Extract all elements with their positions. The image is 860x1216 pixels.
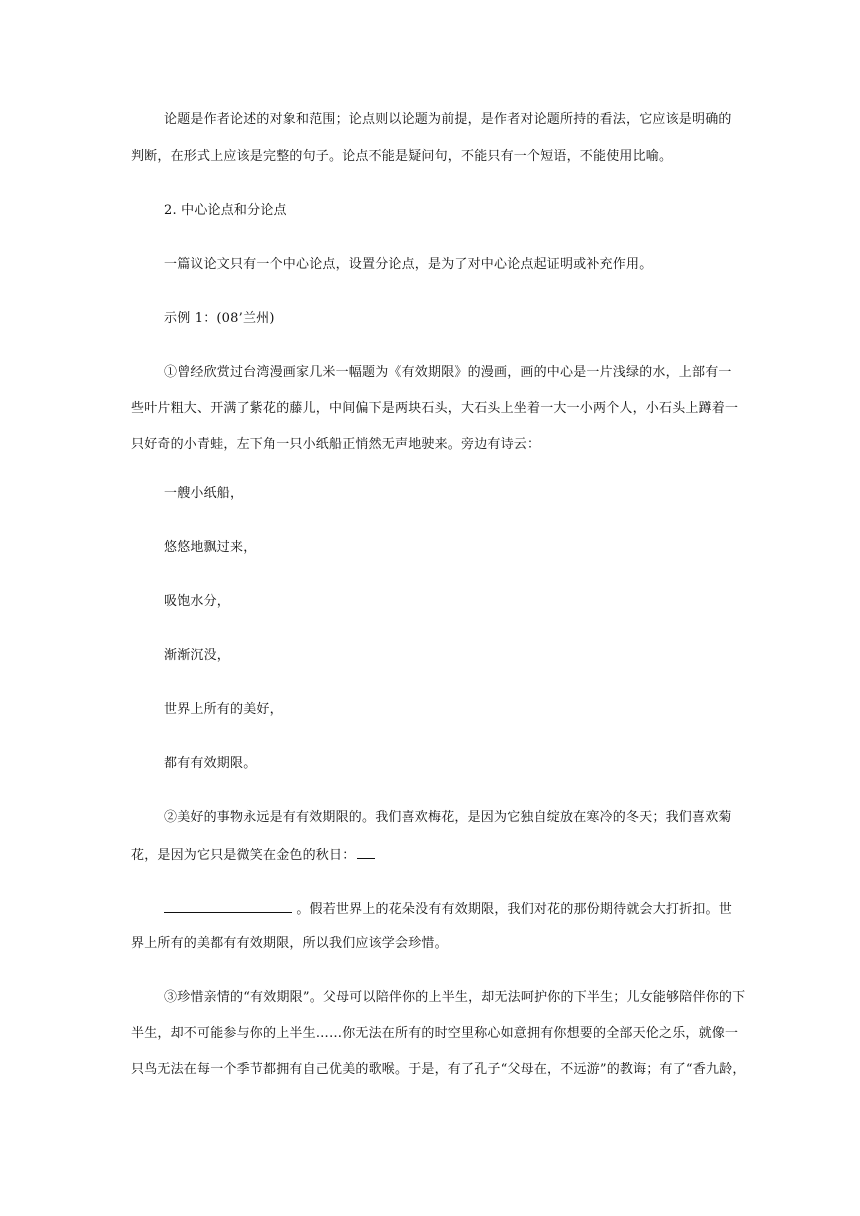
section-heading: 2. 中心论点和分论点	[164, 203, 287, 218]
poem-line: 一艘小纸船，	[164, 486, 244, 501]
paragraph-line: 半生，却不可能参与你的上半生……你无法在所有的时空里称心如意拥有你想要的全部天伦之乐，就像一	[131, 1026, 739, 1041]
paragraph-line: 判断，在形式上应该是完整的句子。论点不能是疑问句，不能只有一个短语，不能使用比喻。	[131, 149, 673, 164]
paragraph-text: 花，是因为它只是微笑在金色的秋日：	[131, 848, 356, 863]
paragraph-line-with-blank	[164, 900, 732, 918]
paragraph-line-with-blank	[131, 846, 375, 864]
paragraph-line: 一篇议论文只有一个中心论点，设置分论点，是为了对中心论点起证明或补充作用。	[164, 257, 653, 272]
poem-line: 悠悠地飘过来，	[164, 540, 257, 555]
poem-line: 都有有效期限。	[164, 756, 257, 771]
paragraph-line: 界上所有的美都有有效期限，所以我们应该学会珍惜。	[131, 936, 448, 951]
example-label: 示例 1：(08’兰州)	[164, 311, 275, 326]
paragraph-line: 只好奇的小青蛙，左下角一只小纸船正悄然无声地驶来。旁边有诗云：	[131, 437, 541, 452]
paragraph-line: 论题是作者论述的对象和范围；论点则以论题为前提，是作者对论题所持的看法，它应该是明确的	[164, 112, 732, 127]
poem-line: 渐渐沉没，	[164, 648, 231, 663]
paragraph-line: ③珍惜亲情的“有效期限”。父母可以陪伴你的上半生，却无法呵护你的下半生；儿女能够陪伴你的下	[164, 990, 746, 1005]
poem-line: 吸饱水分，	[164, 594, 231, 609]
poem-line: 世界上所有的美好，	[164, 702, 283, 717]
paragraph-line: 些叶片粗大、开满了紫花的藤儿，中间偏下是两块石头，大石头上坐着一大一小两个人，小石头上蹲着一	[131, 401, 739, 416]
answer-blank	[357, 846, 375, 859]
paragraph-text: 。假若世界上的花朵没有有效期限，我们对花的那份期待就会大打折扣。世	[292, 902, 732, 917]
paragraph-line: ②美好的事物永远是有有效期限的。我们喜欢梅花，是因为它独自绽放在寒冷的冬天；我们喜欢菊	[164, 810, 732, 825]
paragraph-line: ①曾经欣赏过台湾漫画家几米一幅题为《有效期限》的漫画，画的中心是一片浅绿的水，上部有一	[164, 365, 732, 380]
paragraph-line: 只鸟无法在每一个季节都拥有自己优美的歌喉。于是，有了孔子“父母在，不远游”的教诲；有了“香九龄，	[131, 1062, 746, 1077]
answer-blank	[164, 900, 292, 913]
